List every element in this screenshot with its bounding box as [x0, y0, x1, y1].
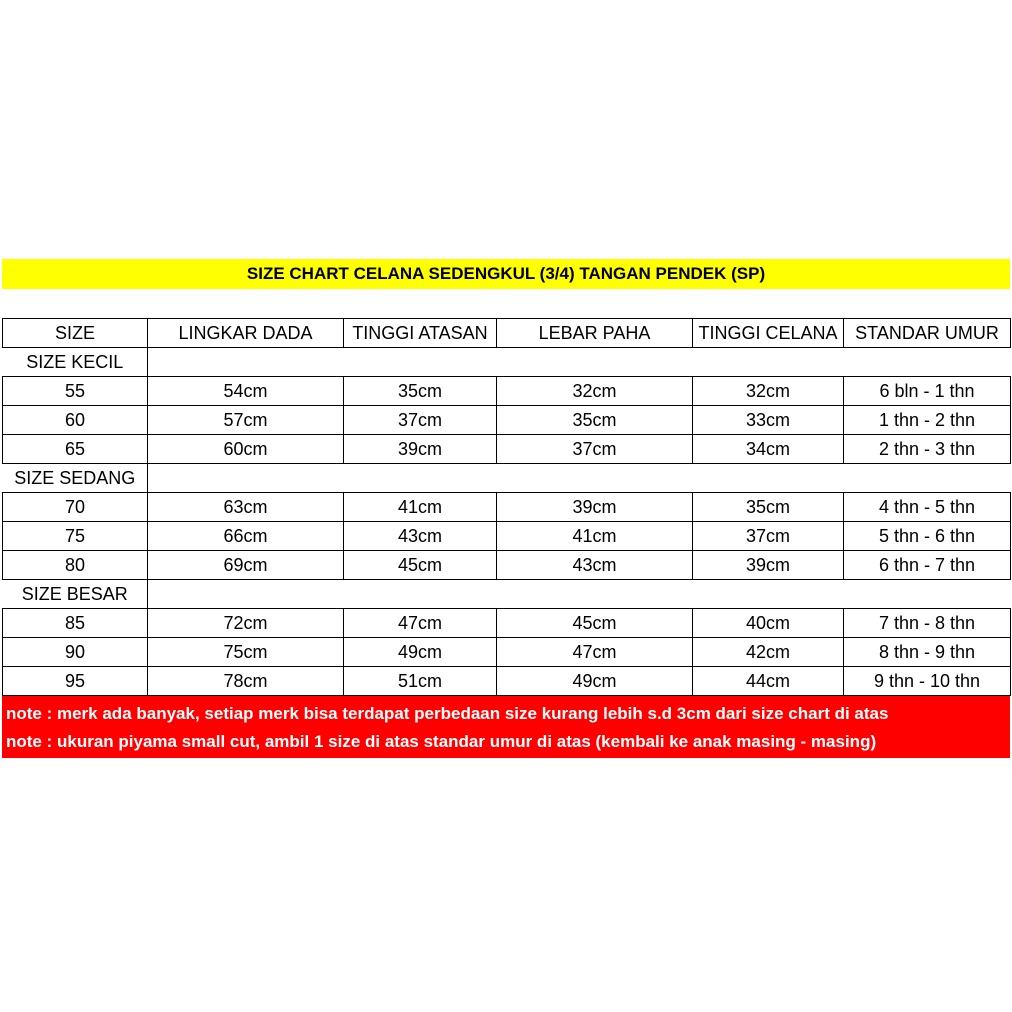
table-cell: 8 thn - 9 thn — [844, 638, 1011, 667]
group-row — [3, 464, 1011, 493]
table-cell: 69cm — [148, 551, 344, 580]
chart-title: SIZE CHART CELANA SEDENGKUL (3/4) TANGAN PENDEK (SP) — [246, 264, 766, 283]
column-header: SIZE — [3, 319, 148, 348]
table-cell: 35cm — [693, 493, 844, 522]
group-row-filler — [148, 348, 1011, 377]
table-cell: 49cm — [497, 667, 693, 696]
table-cell: 40cm — [693, 609, 844, 638]
table-cell: 39cm — [497, 493, 693, 522]
table-cell: 75 — [3, 522, 148, 551]
blank-spacer-row — [2, 289, 1010, 318]
table-cell: 39cm — [344, 435, 497, 464]
table-cell: 43cm — [344, 522, 497, 551]
table-cell: 37cm — [693, 522, 844, 551]
table-cell: 47cm — [497, 638, 693, 667]
table-cell: 32cm — [497, 377, 693, 406]
table-cell: 1 thn - 2 thn — [844, 406, 1011, 435]
table-cell: 4 thn - 5 thn — [844, 493, 1011, 522]
table-cell: 33cm — [693, 406, 844, 435]
table-cell: 72cm — [148, 609, 344, 638]
table-row — [3, 406, 1011, 435]
table-cell: 55 — [3, 377, 148, 406]
table-row — [3, 522, 1011, 551]
table-row — [3, 493, 1011, 522]
size-table — [2, 318, 1011, 696]
table-cell: 95 — [3, 667, 148, 696]
group-row-filler — [148, 464, 1011, 493]
table-cell: 35cm — [497, 406, 693, 435]
column-header: TINGGI ATASAN — [344, 319, 497, 348]
table-cell: 80 — [3, 551, 148, 580]
group-row — [3, 580, 1011, 609]
table-cell: 90 — [3, 638, 148, 667]
table-cell: 41cm — [497, 522, 693, 551]
table-cell: 2 thn - 3 thn — [844, 435, 1011, 464]
chart-title-bar — [2, 259, 1010, 289]
group-label: SIZE SEDANG — [3, 464, 148, 493]
table-cell: 60 — [3, 406, 148, 435]
group-label: SIZE BESAR — [3, 580, 148, 609]
table-cell: 57cm — [148, 406, 344, 435]
table-cell: 5 thn - 6 thn — [844, 522, 1011, 551]
table-cell: 6 bln - 1 thn — [844, 377, 1011, 406]
notes-box — [2, 696, 1010, 758]
note-line: note : merk ada banyak, setiap merk bisa terdapat perbedaan size kurang lebih s.d 3cm dari size chart di atas — [6, 704, 889, 723]
table-cell: 54cm — [148, 377, 344, 406]
table-cell: 37cm — [497, 435, 693, 464]
table-cell: 44cm — [693, 667, 844, 696]
table-row — [3, 377, 1011, 406]
table-cell: 49cm — [344, 638, 497, 667]
group-row-filler — [148, 580, 1011, 609]
note-line: note : ukuran piyama small cut, ambil 1 size di atas standar umur di atas (kembali ke anak masing - masing) — [6, 732, 877, 751]
table-cell: 6 thn - 7 thn — [844, 551, 1011, 580]
table-row — [3, 638, 1011, 667]
table-cell: 65 — [3, 435, 148, 464]
table-cell: 60cm — [148, 435, 344, 464]
table-cell: 34cm — [693, 435, 844, 464]
table-cell: 63cm — [148, 493, 344, 522]
table-cell: 70 — [3, 493, 148, 522]
table-row — [3, 667, 1011, 696]
table-cell: 42cm — [693, 638, 844, 667]
table-cell: 43cm — [497, 551, 693, 580]
column-header: LEBAR PAHA — [497, 319, 693, 348]
table-cell: 7 thn - 8 thn — [844, 609, 1011, 638]
group-row — [3, 348, 1011, 377]
table-header-row — [3, 319, 1011, 348]
table-cell: 9 thn - 10 thn — [844, 667, 1011, 696]
table-cell: 35cm — [344, 377, 497, 406]
table-cell: 45cm — [497, 609, 693, 638]
column-header: STANDAR UMUR — [844, 319, 1011, 348]
table-cell: 32cm — [693, 377, 844, 406]
table-row — [3, 551, 1011, 580]
size-chart-sheet — [2, 259, 1010, 758]
table-cell: 85 — [3, 609, 148, 638]
group-label: SIZE KECIL — [3, 348, 148, 377]
table-cell: 75cm — [148, 638, 344, 667]
column-header: TINGGI CELANA — [693, 319, 844, 348]
column-header: LINGKAR DADA — [148, 319, 344, 348]
table-row — [3, 609, 1011, 638]
table-cell: 51cm — [344, 667, 497, 696]
table-body — [3, 348, 1011, 696]
table-cell: 37cm — [344, 406, 497, 435]
table-cell: 39cm — [693, 551, 844, 580]
table-row — [3, 435, 1011, 464]
table-cell: 66cm — [148, 522, 344, 551]
table-cell: 45cm — [344, 551, 497, 580]
table-cell: 78cm — [148, 667, 344, 696]
table-cell: 47cm — [344, 609, 497, 638]
table-cell: 41cm — [344, 493, 497, 522]
